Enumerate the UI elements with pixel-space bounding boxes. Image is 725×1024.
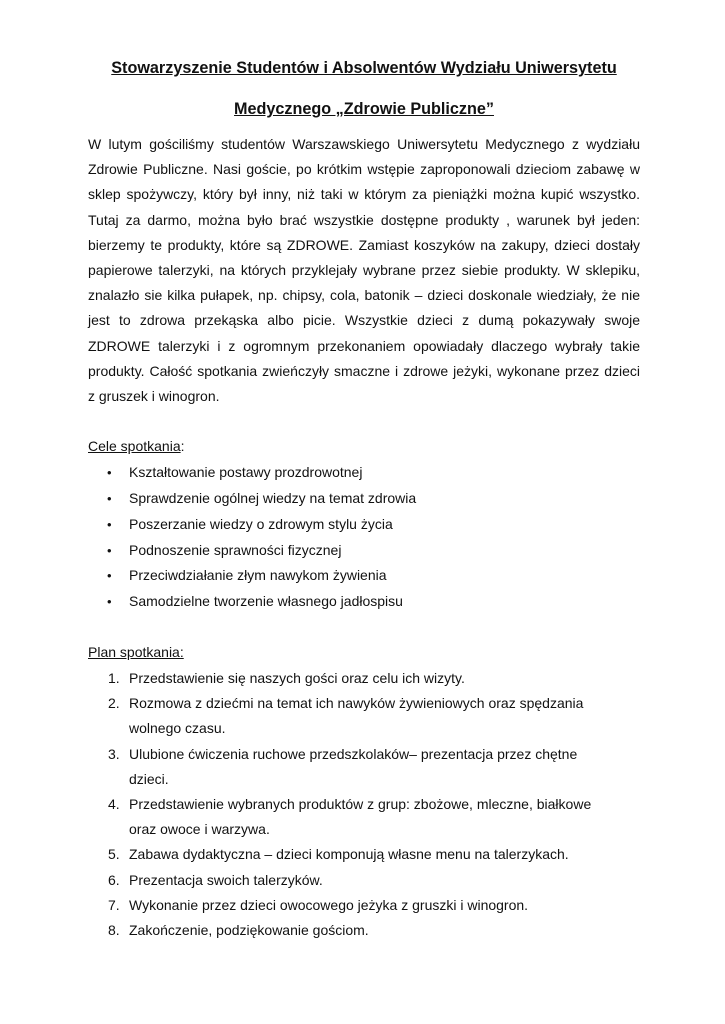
- goals-item-text: Przeciwdziałanie złym nawykom żywienia: [129, 567, 387, 584]
- goals-list-item: [88, 460, 640, 486]
- goals-item-text: Podnoszenie sprawności fizycznej: [129, 541, 342, 558]
- document-title-line-2: Medycznego „Zdrowie Publiczne”: [234, 100, 494, 118]
- plan-list-item: [88, 842, 609, 867]
- plan-item-text: Zabawa dydaktyczna – dzieci komponują własne menu na talerzykach.: [129, 846, 569, 863]
- plan-item-number: 5.: [108, 846, 120, 863]
- document-title-line-1: Stowarzyszenie Studentów i Absolwentów Wydziału Uniwersytetu: [111, 59, 617, 77]
- plan-list-item: [88, 742, 609, 792]
- bullet-icon: •: [107, 594, 112, 610]
- plan-item-number: 8.: [108, 922, 120, 939]
- goals-list-item: [88, 538, 640, 564]
- goals-item-text: Kształtowanie postawy prozdrowotnej: [129, 464, 363, 481]
- plan-heading: [88, 642, 640, 662]
- plan-list-item: [88, 792, 609, 842]
- plan-list-item: [88, 691, 609, 741]
- goals-heading-colon: :: [180, 438, 185, 455]
- plan-item-number: 4.: [108, 796, 120, 813]
- goals-heading: [88, 436, 640, 456]
- plan-item-number: 7.: [108, 896, 120, 913]
- goals-item-text: Poszerzanie wiedzy o zdrowym stylu życia: [129, 515, 393, 532]
- intro-paragraph: W lutym gościliśmy studentów Warszawskiego Uniwersytetu Medycznego z wydziału Zdrowie Publiczne. Nasi goście, po krótkim wstępie zaproponowali dzieciom zabawę w sklep spożywczy, który był inny, niż taki w którym za pieniążki można kupić wszystko. Tutaj za darmo, można było brać wszystkie dostępne produkty , warunek był jeden: bierzemy te produkty, które są ZDROWE. Zamiast koszyków na zakupy, dzieci dostały papierowe talerzyki, na których przyklejały wybrane przez siebie produkty. W sklepiku, znalazło sie kilka pułapek, np. chipsy, cola, batonik – dzieci doskonale wiedziały, że nie jest to zdrowa przekąska albo picie. Wszystkie dzieci z dumą pokazywały swoje ZDROWE talerzyki i z ogromnym przekonaniem opowiadały dlaczego wybrały takie produkty. Całość spotkania zwieńczyły smaczne i zdrowe jeżyki, wykonane przez dzieci z gruszek i winogron.: [88, 136, 640, 405]
- goals-item-text: Sprawdzenie ogólnej wiedzy na temat zdrowia: [129, 490, 417, 507]
- plan-list-item: [88, 868, 609, 893]
- plan-item-number: 2.: [108, 695, 120, 712]
- plan-item-text: Przedstawienie wybranych produktów z grup: zbożowe, mleczne, białkowe oraz owoce i warzywa.: [129, 796, 592, 838]
- bullet-icon: •: [107, 516, 112, 532]
- bullet-icon: •: [107, 542, 112, 558]
- document-page: [88, 52, 640, 943]
- bullet-icon: •: [107, 568, 112, 584]
- bullet-icon: •: [107, 465, 112, 481]
- plan-item-text: Przedstawienie się naszych gości oraz celu ich wizyty.: [129, 670, 465, 687]
- plan-list-item: [88, 666, 609, 691]
- goals-list-item: [88, 486, 640, 512]
- plan-list-item: [88, 893, 609, 918]
- plan-item-text: Prezentacja swoich talerzyków.: [129, 871, 323, 888]
- goals-list-item: [88, 512, 640, 538]
- bullet-icon: •: [107, 491, 112, 507]
- goals-list-item: [88, 589, 640, 615]
- plan-item-number: 6.: [108, 871, 120, 888]
- plan-item-text: Zakończenie, podziękowanie gościom.: [129, 922, 369, 939]
- plan-list-item: [88, 918, 609, 943]
- goals-item-text: Samodzielne tworzenie własnego jadłospisu: [129, 593, 403, 610]
- goals-heading-text: Cele spotkania: [88, 438, 181, 455]
- plan-list: [88, 666, 640, 943]
- plan-item-text: Ulubione ćwiczenia ruchowe przedszkolaków– prezentacja przez chętne dzieci.: [129, 745, 578, 787]
- plan-item-number: 3.: [108, 745, 120, 762]
- plan-item-text: Rozmowa z dziećmi na temat ich nawyków żywieniowych oraz spędzania wolnego czasu.: [129, 695, 584, 737]
- plan-item-number: 1.: [108, 670, 120, 687]
- plan-item-text: Wykonanie przez dzieci owocowego jeżyka z gruszki i winogron.: [129, 896, 529, 913]
- plan-heading-text: Plan spotkania:: [88, 644, 184, 661]
- goals-list-item: [88, 563, 640, 589]
- goals-list: [88, 460, 640, 615]
